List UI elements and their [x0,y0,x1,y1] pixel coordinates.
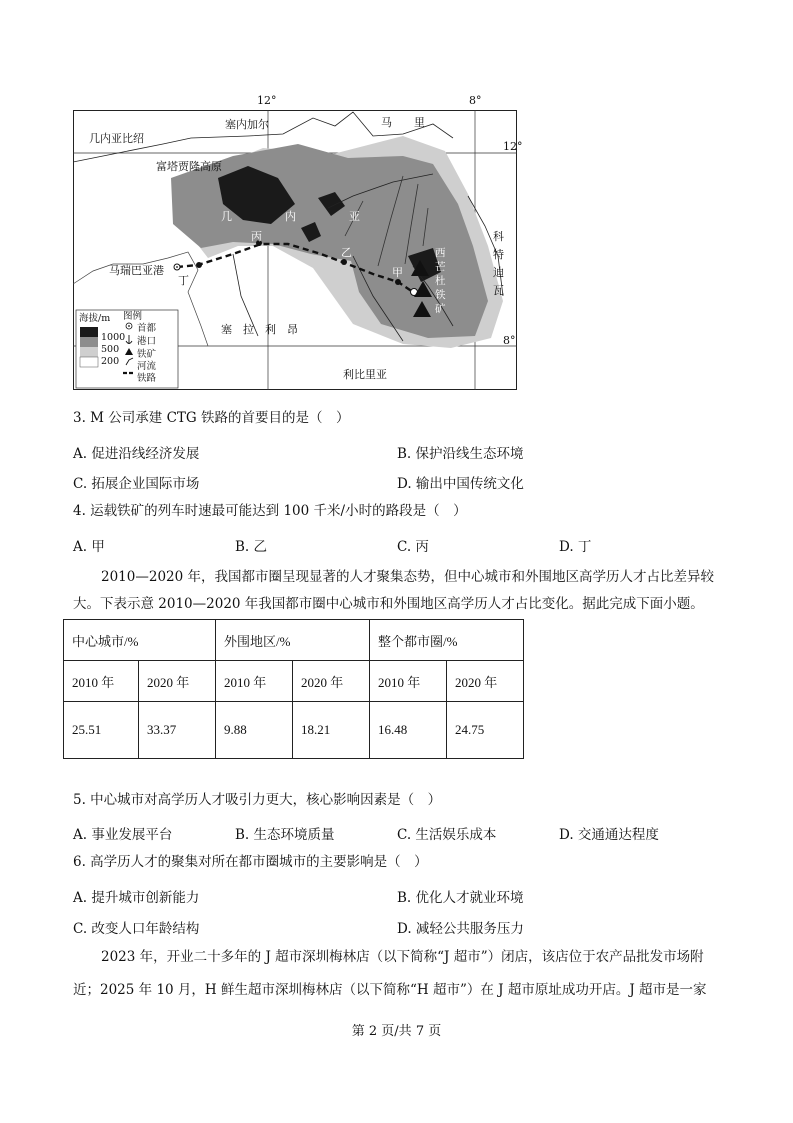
legend-title: 图例 [123,311,143,322]
passage1-line1: 2010—2020 年，我国都市圈呈现显著的人才聚集态势，但中心城市和外围地区高学历人才占比差异较 [101,569,715,585]
legend-level-500: 500 [101,344,120,355]
header-center-city: 中心城市/% [64,620,216,661]
lat-12-label: 12° [503,140,523,153]
q3-option-a[interactable]: A. 促进沿线经济发展 [73,446,200,462]
q6-option-a[interactable]: A. 提升城市创新能力 [73,890,200,906]
label-yi: 乙 [341,246,352,259]
q4-option-d[interactable]: D. 丁 [559,539,592,555]
label-guinea-bissau: 几内亚比绍 [89,132,144,145]
year-cell: 2020 年 [293,661,370,702]
q5-option-a[interactable]: A. 事业发展平台 [73,827,173,843]
label-liberia: 利比里亚 [343,368,387,381]
passage2-line1: 2023 年，开业二十多年的 J 超市深圳梅林店（以下简称“J 超市”）闭店，该店位于农产品批发市场附 [101,949,704,965]
legend-level-200: 200 [101,356,120,367]
header-periphery: 外围地区/% [216,620,370,661]
legend-level-1000: 1000 [101,332,126,343]
q6-option-d[interactable]: D. 减轻公共服务压力 [397,921,524,937]
year-cell: 2010 年 [64,661,139,702]
q3-option-d[interactable]: D. 输出中国传统文化 [397,476,524,492]
q6-option-b[interactable]: B. 优化人才就业环境 [397,890,524,906]
q3-option-c[interactable]: C. 拓展企业国际市场 [73,476,200,492]
legend-railway: 铁路 [137,373,157,384]
label-port: 马瑞巴亚港 [109,264,164,277]
label-ding: 丁 [178,274,189,287]
label-guinea-2: 内 [285,210,296,223]
legend-iron-ore: 铁矿 [137,349,157,360]
q5-stem: 5. 中心城市对高学历人才吸引力更大，核心影响因素是（ ） [73,792,442,808]
table-value-row [64,702,524,759]
label-futa-jallon: 富塔贾隆高原 [156,160,222,173]
q4-stem: 4. 运载铁矿的列车时速最可能达到 100 千米/小时的路段是（ ） [73,503,467,519]
lon-12-label: 12° [257,94,277,107]
label-jia: 甲 [392,266,403,279]
label-guinea-1: 几 [221,210,232,223]
year-cell: 2010 年 [370,661,447,702]
passage2-line2: 近；2025 年 10 月，H 鲜生超市深圳梅林店（以下简称“H 超市”）在 J 超市原址成功开店。J 超市是一家 [73,982,707,998]
legend-river: 河流 [137,361,157,372]
label-ivory-coast: 科特迪瓦 [493,230,504,297]
table-year-row [64,661,524,702]
header-whole-region: 整个都市圈/% [370,620,524,661]
q4-option-c[interactable]: C. 丙 [397,539,429,555]
q5-option-b[interactable]: B. 生态环境质量 [235,827,335,843]
legend-port: 港口 [137,336,157,347]
legend-elevation-title: 海拔/m [79,313,111,324]
value-cell: 18.21 [293,702,370,759]
year-cell: 2020 年 [139,661,216,702]
legend-capital: 首都 [137,323,157,334]
passage1-line2: 大。下表示意 2010—2020 年我国都市圈中心城市和外围地区高学历人才占比变化。据此完成下面小题。 [73,596,704,612]
talent-share-table [63,619,524,759]
label-senegal: 塞内加尔 [225,118,269,131]
label-bing: 丙 [251,230,262,243]
q3-stem: 3. M 公司承建 CTG 铁路的首要目的是（ ） [73,410,350,426]
label-guinea-3: 亚 [349,210,360,223]
label-mali: 马 里 [381,116,425,129]
year-cell: 2010 年 [216,661,293,702]
label-sierra-leone: 塞 拉 利 昂 [221,323,298,336]
q5-option-d[interactable]: D. 交通通达程度 [559,827,659,843]
value-cell: 25.51 [64,702,139,759]
q3-option-b[interactable]: B. 保护沿线生态环境 [397,446,524,462]
page-number: 第 2 页/共 7 页 [351,1024,442,1039]
q6-stem: 6. 高学历人才的聚集对所在都市圈城市的主要影响是（ ） [73,854,428,870]
q4-option-b[interactable]: B. 乙 [235,539,268,555]
value-cell: 33.37 [139,702,216,759]
value-cell: 24.75 [447,702,524,759]
map-figure [73,94,523,391]
value-cell: 9.88 [216,702,293,759]
q6-option-c[interactable]: C. 改变人口年龄结构 [73,921,200,937]
table-header-row [64,620,524,661]
value-cell: 16.48 [370,702,447,759]
q4-option-a[interactable]: A. 甲 [73,539,105,555]
lat-8-label: 8° [503,334,516,347]
q5-option-c[interactable]: C. 生活娱乐成本 [397,827,497,843]
lon-8-label: 8° [469,94,482,107]
year-cell: 2020 年 [447,661,524,702]
label-simandou: 西芒杜铁矿 [435,247,446,315]
